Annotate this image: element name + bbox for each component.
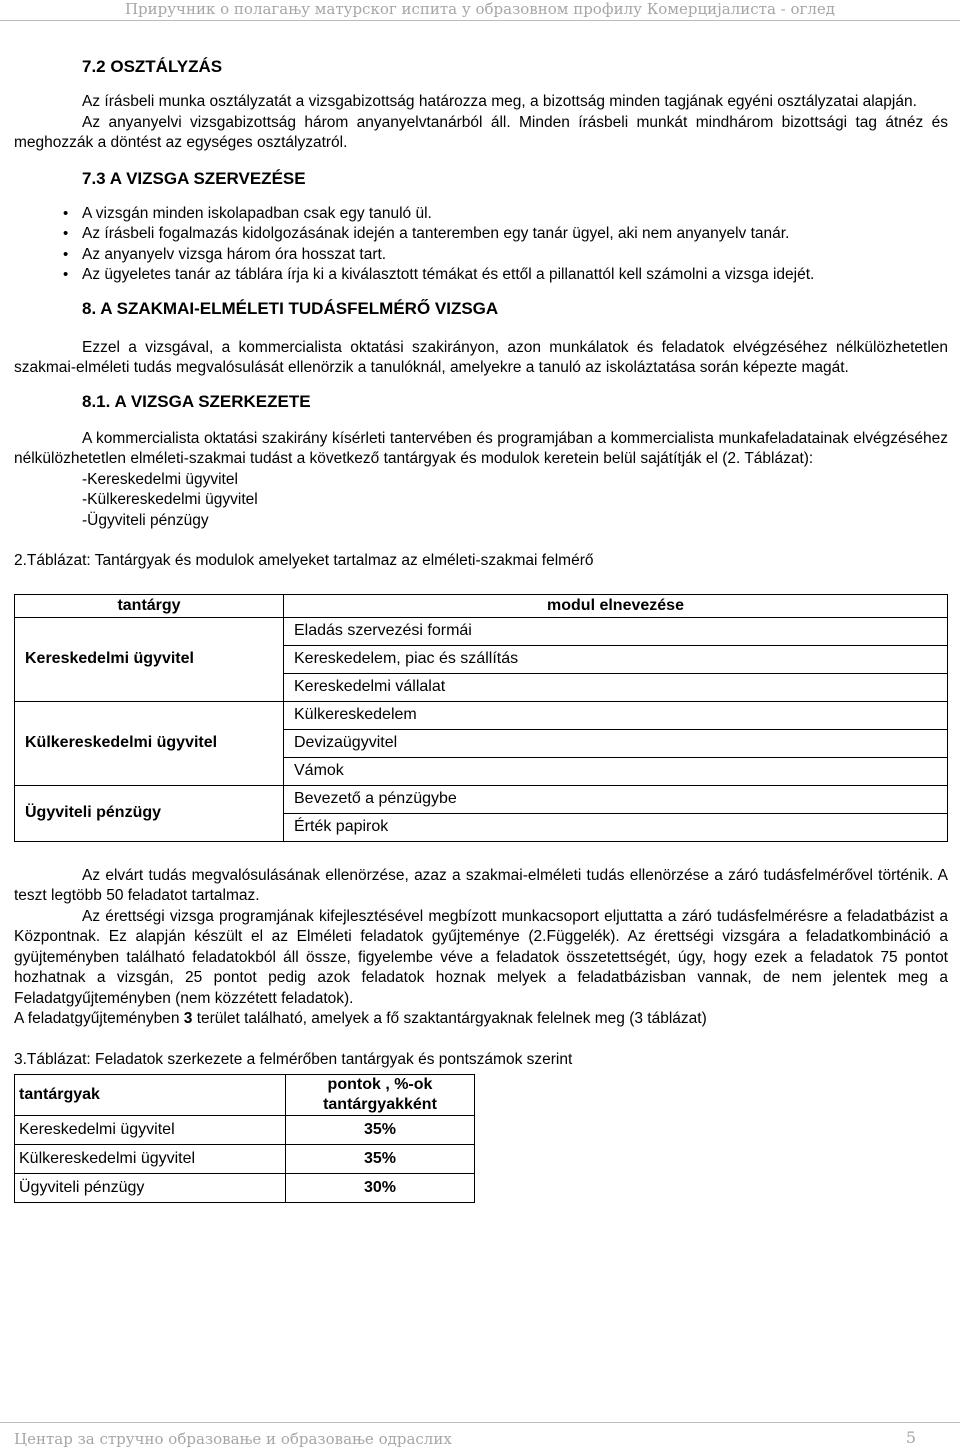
subject-cell: Ügyviteli pénzügy <box>15 1174 286 1203</box>
paragraph-after-table-2-a: Az elvárt tudás megvalósulásának ellenörzése, azaz a szakmai-elméleti tudás ellenörzése a záró tudásfelmérővel történik. A teszt legtöbb 50 feladatot tartalmaz. <box>14 866 948 904</box>
table-2 <box>14 594 948 842</box>
subject-cell: Ügyviteli pénzügy <box>15 785 284 841</box>
page-header: Приручник о полагању матурског испита у образовном профилу Комерцијалиста - оглед <box>124 0 836 18</box>
table-row <box>15 1174 475 1203</box>
table-header-row <box>15 594 948 617</box>
paragraph-8-1: A kommercialista oktatási szakirány kísérleti tantervében és programjában a kommercialista munkafeladatainak elvégzéséhez nélkülözhetetlen elméleti-szakmai tudást a következő tantárgyak és modulok keretein belül sajátítják el (2. Táblázat): <box>14 429 948 467</box>
subject-cell: Külkereskedelmi ügyvitel <box>15 1145 286 1174</box>
page-footer-text: Центар за стручно образовање и образовање одраслих <box>14 1430 452 1448</box>
paragraph-after-table-2-c <box>14 1009 948 1030</box>
paragraph-7-2-a: Az írásbeli munka osztályzatát a vizsgabizottság határozza meg, a bizottság minden tagjának egyéni osztályzatai alapján. <box>82 93 917 110</box>
text-span: terület található, amelyek a fő szaktantárgyaknak felelnek meg (3 táblázat) <box>192 1010 707 1027</box>
bold-number: 3 <box>183 1010 193 1027</box>
page-number: 5 <box>905 1428 916 1447</box>
subject-list-item: -Külkereskedelmi ügyvitel <box>82 491 258 508</box>
heading-8: 8. A SZAKMAI-ELMÉLETI TUDÁSFELMÉRŐ VIZSGA <box>82 298 499 318</box>
header-rule <box>0 20 960 21</box>
subject-list-item: -Ügyviteli pénzügy <box>82 511 209 529</box>
module-cell: Érték papirok <box>284 813 948 841</box>
list-item: • Az ügyeletes tanár az táblára írja ki a kiválasztott témákat és ettől a pillanattól kell számolni a vizsga idejét. <box>82 265 948 286</box>
table-header-row <box>15 1075 475 1116</box>
percent-cell: 30% <box>286 1174 475 1203</box>
module-cell: Kereskedelem, piac és szállítás <box>284 645 948 673</box>
paragraph-8: Ezzel a vizsgával, a kommercialista oktatási szakirányon, azon munkálatok és feladatok elvégzéséhez nélkülözhetetlen szakmai-elméleti tudás megvalósulását ellenörzik a tanulóknál, amelyekre a tanuló az iskoláztatása során képezte magát. <box>14 338 948 376</box>
bullet-list-7-3 <box>14 204 948 286</box>
list-item: • Az anyanyelv vizsga három óra hosszat tart. <box>82 245 948 266</box>
module-cell: Devizaügyvitel <box>284 729 948 757</box>
module-cell: Bevezető a pénzügybe <box>284 785 948 813</box>
percent-cell: 35% <box>286 1145 475 1174</box>
table-3 <box>14 1074 475 1203</box>
subject-cell: Kereskedelmi ügyvitel <box>15 617 284 701</box>
table-row <box>15 701 948 729</box>
paragraph-7-2-b: Az anyanyelvi vizsgabizottság három anyanyelvtanárból áll. Minden írásbeli munkát mindhárom bizottsági tag átnéz és meghozzák a döntést az egységes osztályzatról. <box>14 113 948 151</box>
table-row <box>15 785 948 813</box>
subject-cell: Külkereskedelmi ügyvitel <box>15 701 284 785</box>
list-item: • Az írásbeli fogalmazás kidolgozásának idején a tanteremben egy tanár ügyel, aki nem anyanyelv tanár. <box>82 224 948 245</box>
column-header: tantárgy <box>15 594 284 617</box>
module-cell: Külkereskedelem <box>284 701 948 729</box>
footer-rule <box>0 1422 960 1423</box>
heading-7-2: 7.2 OSZTÁLYZÁS <box>82 57 223 76</box>
heading-8-1: 8.1. A VIZSGA SZERKEZETE <box>82 391 311 411</box>
percent-cell: 35% <box>286 1116 475 1145</box>
table-3-caption: 3.Táblázat: Feladatok szerkezete a felmérőben tantárgyak és pontszámok szerint <box>14 1050 573 1068</box>
list-item: • A vizsgán minden iskolapadban csak egy tanuló ül. <box>82 204 948 225</box>
table-row <box>15 1145 475 1174</box>
heading-7-3: 7.3 A VIZSGA SZERVEZÉSE <box>82 168 306 188</box>
table-row <box>15 617 948 645</box>
text-span: A feladatgyűjteményben <box>14 1010 184 1027</box>
column-header: tantárgyak <box>15 1075 286 1116</box>
table-row <box>15 1116 475 1145</box>
column-header: pontok , %-ok tantárgyakként <box>286 1075 475 1116</box>
module-cell: Kereskedelmi vállalat <box>284 673 948 701</box>
subject-cell: Kereskedelmi ügyvitel <box>15 1116 286 1145</box>
table-2-caption: 2.Táblázat: Tantárgyak és modulok amelyeket tartalmaz az elméleti-szakmai felmérő <box>14 552 594 569</box>
subject-list-item: -Kereskedelmi ügyvitel <box>82 470 238 488</box>
column-header: modul elnevezése <box>284 594 948 617</box>
paragraph-after-table-2-b: Az érettségi vizsga programjának kifejlesztésével megbízott munkacsoport eljuttatta a záró tudásfelmérésre a feladatbázist a Központnak. Ez alapján készült el az Elméleti feladatok gyűjteménye (2.Függelék). Az érettségi vizsgára a feladatkombináció a gyüjteményben található feladatokból áll össze, figyelembe véve a feladatok összetettségét, úgy, hogy ezek a feladatok 75 pontot hozhatnak a vizsgán, 25 pontot pedig azok feladatok hoznak melyek a feladatbázisban vannak, de nem jelentek meg a Feladatgyűjteményben (nem közzétett feladatok). <box>14 907 948 1007</box>
module-cell: Vámok <box>284 757 948 785</box>
document-body <box>14 52 948 1203</box>
module-cell: Eladás szervezési formái <box>284 617 948 645</box>
